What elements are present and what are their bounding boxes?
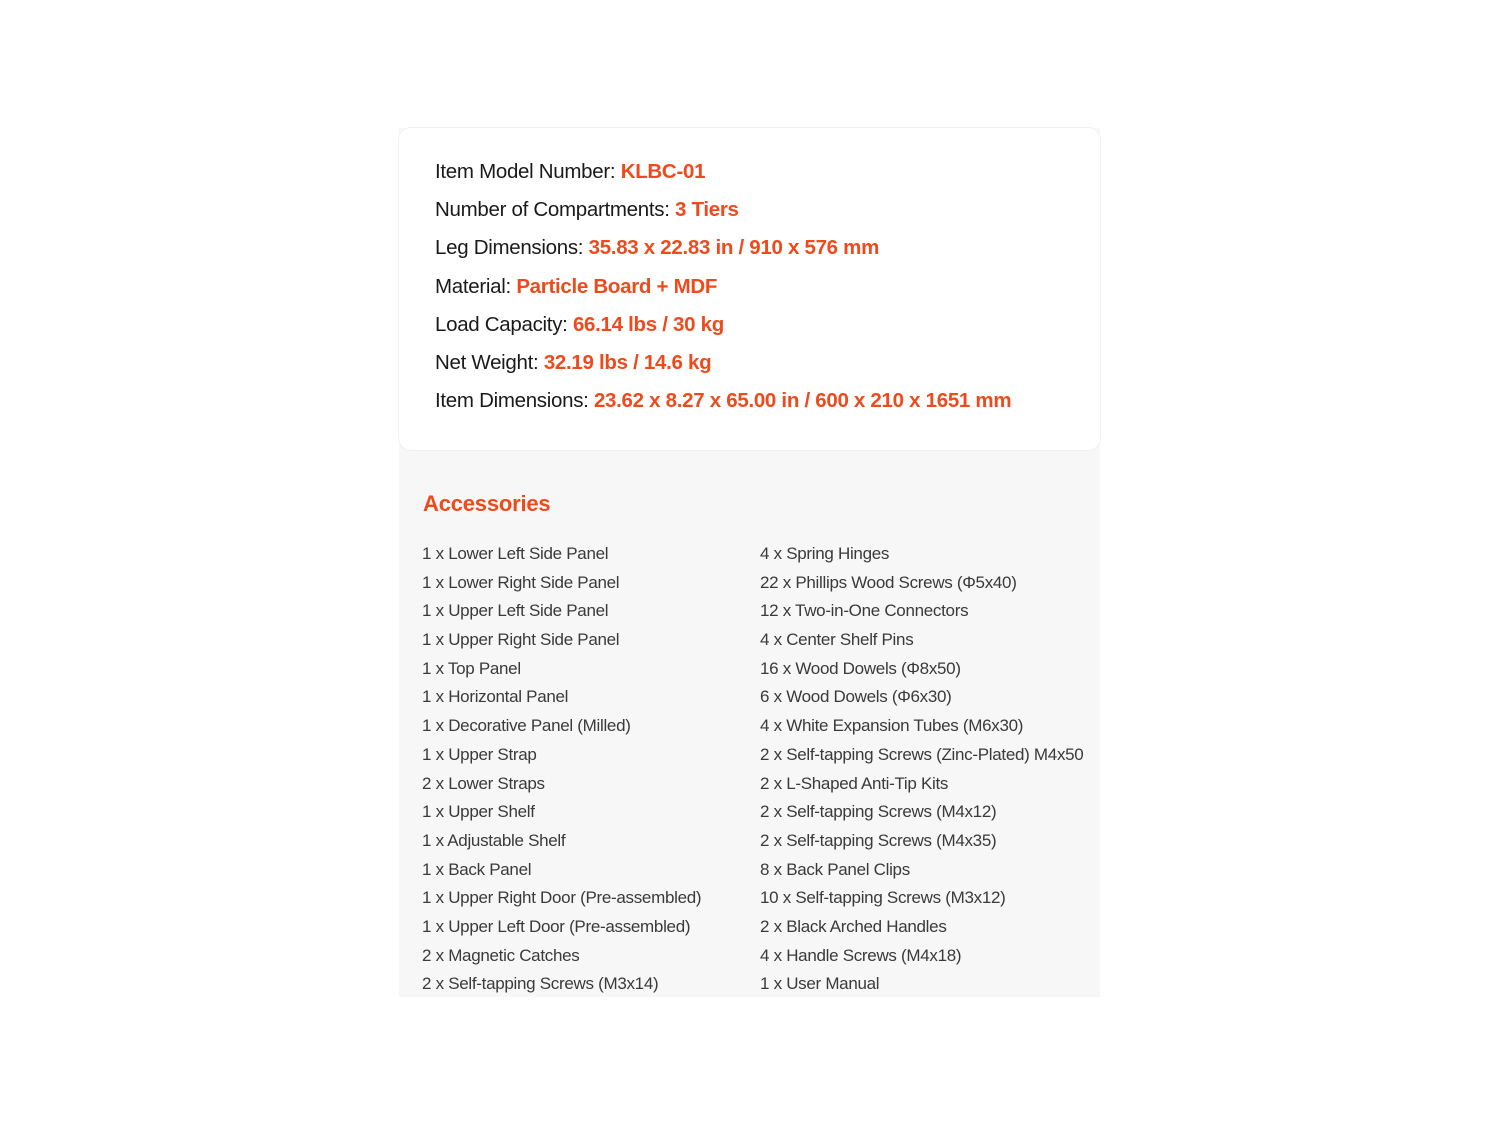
list-item: 2 x Lower Straps [422,773,545,793]
list-item: 4 x White Expansion Tubes (M6x30) [760,716,1024,736]
spec-value: KLBC-01 [620,160,706,183]
list-item: 16 x Wood Dowels (Φ8x50) [760,658,961,678]
list-item: 1 x Upper Strap [422,744,537,764]
spec-value: 23.62 x 8.27 x 65.00 in / 600 x 210 x 1651 mm [593,389,1012,412]
list-item: 1 x Upper Shelf [422,802,535,822]
spec-compartments [435,198,739,222]
spec-label: Item Dimensions: [435,389,594,412]
list-item: 22 x Phillips Wood Screws (Φ5x40) [760,572,1017,592]
list-item: 2 x Self-tapping Screws (M3x14) [422,974,659,994]
spec-value: Particle Board + MDF [516,275,718,298]
spec-material [435,275,717,299]
list-item: 6 x Wood Dowels (Φ6x30) [760,687,952,707]
spec-value: 3 Tiers [675,198,739,221]
spec-label: Material: [435,275,517,298]
list-item: 12 x Two-in-One Connectors [760,601,969,621]
spec-value: 32.19 lbs / 14.6 kg [543,351,712,374]
list-item: 1 x Back Panel [422,859,532,879]
list-item: 1 x Upper Left Side Panel [422,601,609,621]
specifications-card [399,128,1100,450]
list-item: 1 x Upper Right Door (Pre-assembled) [422,888,702,908]
list-item: 1 x Upper Right Side Panel [422,630,620,650]
list-item: 1 x Lower Left Side Panel [422,544,609,563]
list-item: 2 x Self-tapping Screws (M4x12) [760,802,997,822]
list-item: 4 x Handle Screws (M4x18) [760,945,962,965]
spec-label: Item Model Number: [435,160,621,183]
list-item: 1 x Decorative Panel (Milled) [422,716,631,736]
accessories-heading: Accessories [423,491,551,516]
spec-model-number [435,160,705,184]
product-info-panel [399,128,1100,997]
list-item: 1 x User Manual [760,974,880,994]
spec-net-weight [435,351,711,375]
spec-label: Number of Compartments: [435,198,676,221]
spec-label: Load Capacity: [435,313,573,336]
list-item: 4 x Spring Hinges [760,544,890,563]
list-item: 1 x Adjustable Shelf [422,830,566,850]
spec-label: Net Weight: [435,351,544,374]
spec-value: 66.14 lbs / 30 kg [572,313,724,336]
spec-value: 35.83 x 22.83 in / 910 x 576 mm [588,236,880,259]
list-item: 4 x Center Shelf Pins [760,630,914,650]
spec-item-dimensions [435,389,1011,413]
list-item: 2 x L-Shaped Anti-Tip Kits [760,773,949,793]
accessories-list-left [422,542,701,1001]
list-item: 1 x Horizontal Panel [422,687,569,707]
list-item: 1 x Lower Right Side Panel [422,572,620,592]
list-item: 1 x Top Panel [422,658,521,678]
spec-load-capacity [435,313,724,337]
list-item: 1 x Upper Left Door (Pre-assembled) [422,916,691,936]
list-item: 8 x Back Panel Clips [760,859,910,879]
accessories-list-right [760,542,1083,1001]
list-item: 10 x Self-tapping Screws (M3x12) [760,888,1006,908]
list-item: 2 x Black Arched Handles [760,916,947,936]
spec-label: Leg Dimensions: [435,236,589,259]
list-item: 2 x Magnetic Catches [422,945,580,965]
list-item: 2 x Self-tapping Screws (Zinc-Plated) M4x50 [760,744,1084,764]
spec-leg-dimensions [435,236,879,260]
list-item: 2 x Self-tapping Screws (M4x35) [760,830,997,850]
